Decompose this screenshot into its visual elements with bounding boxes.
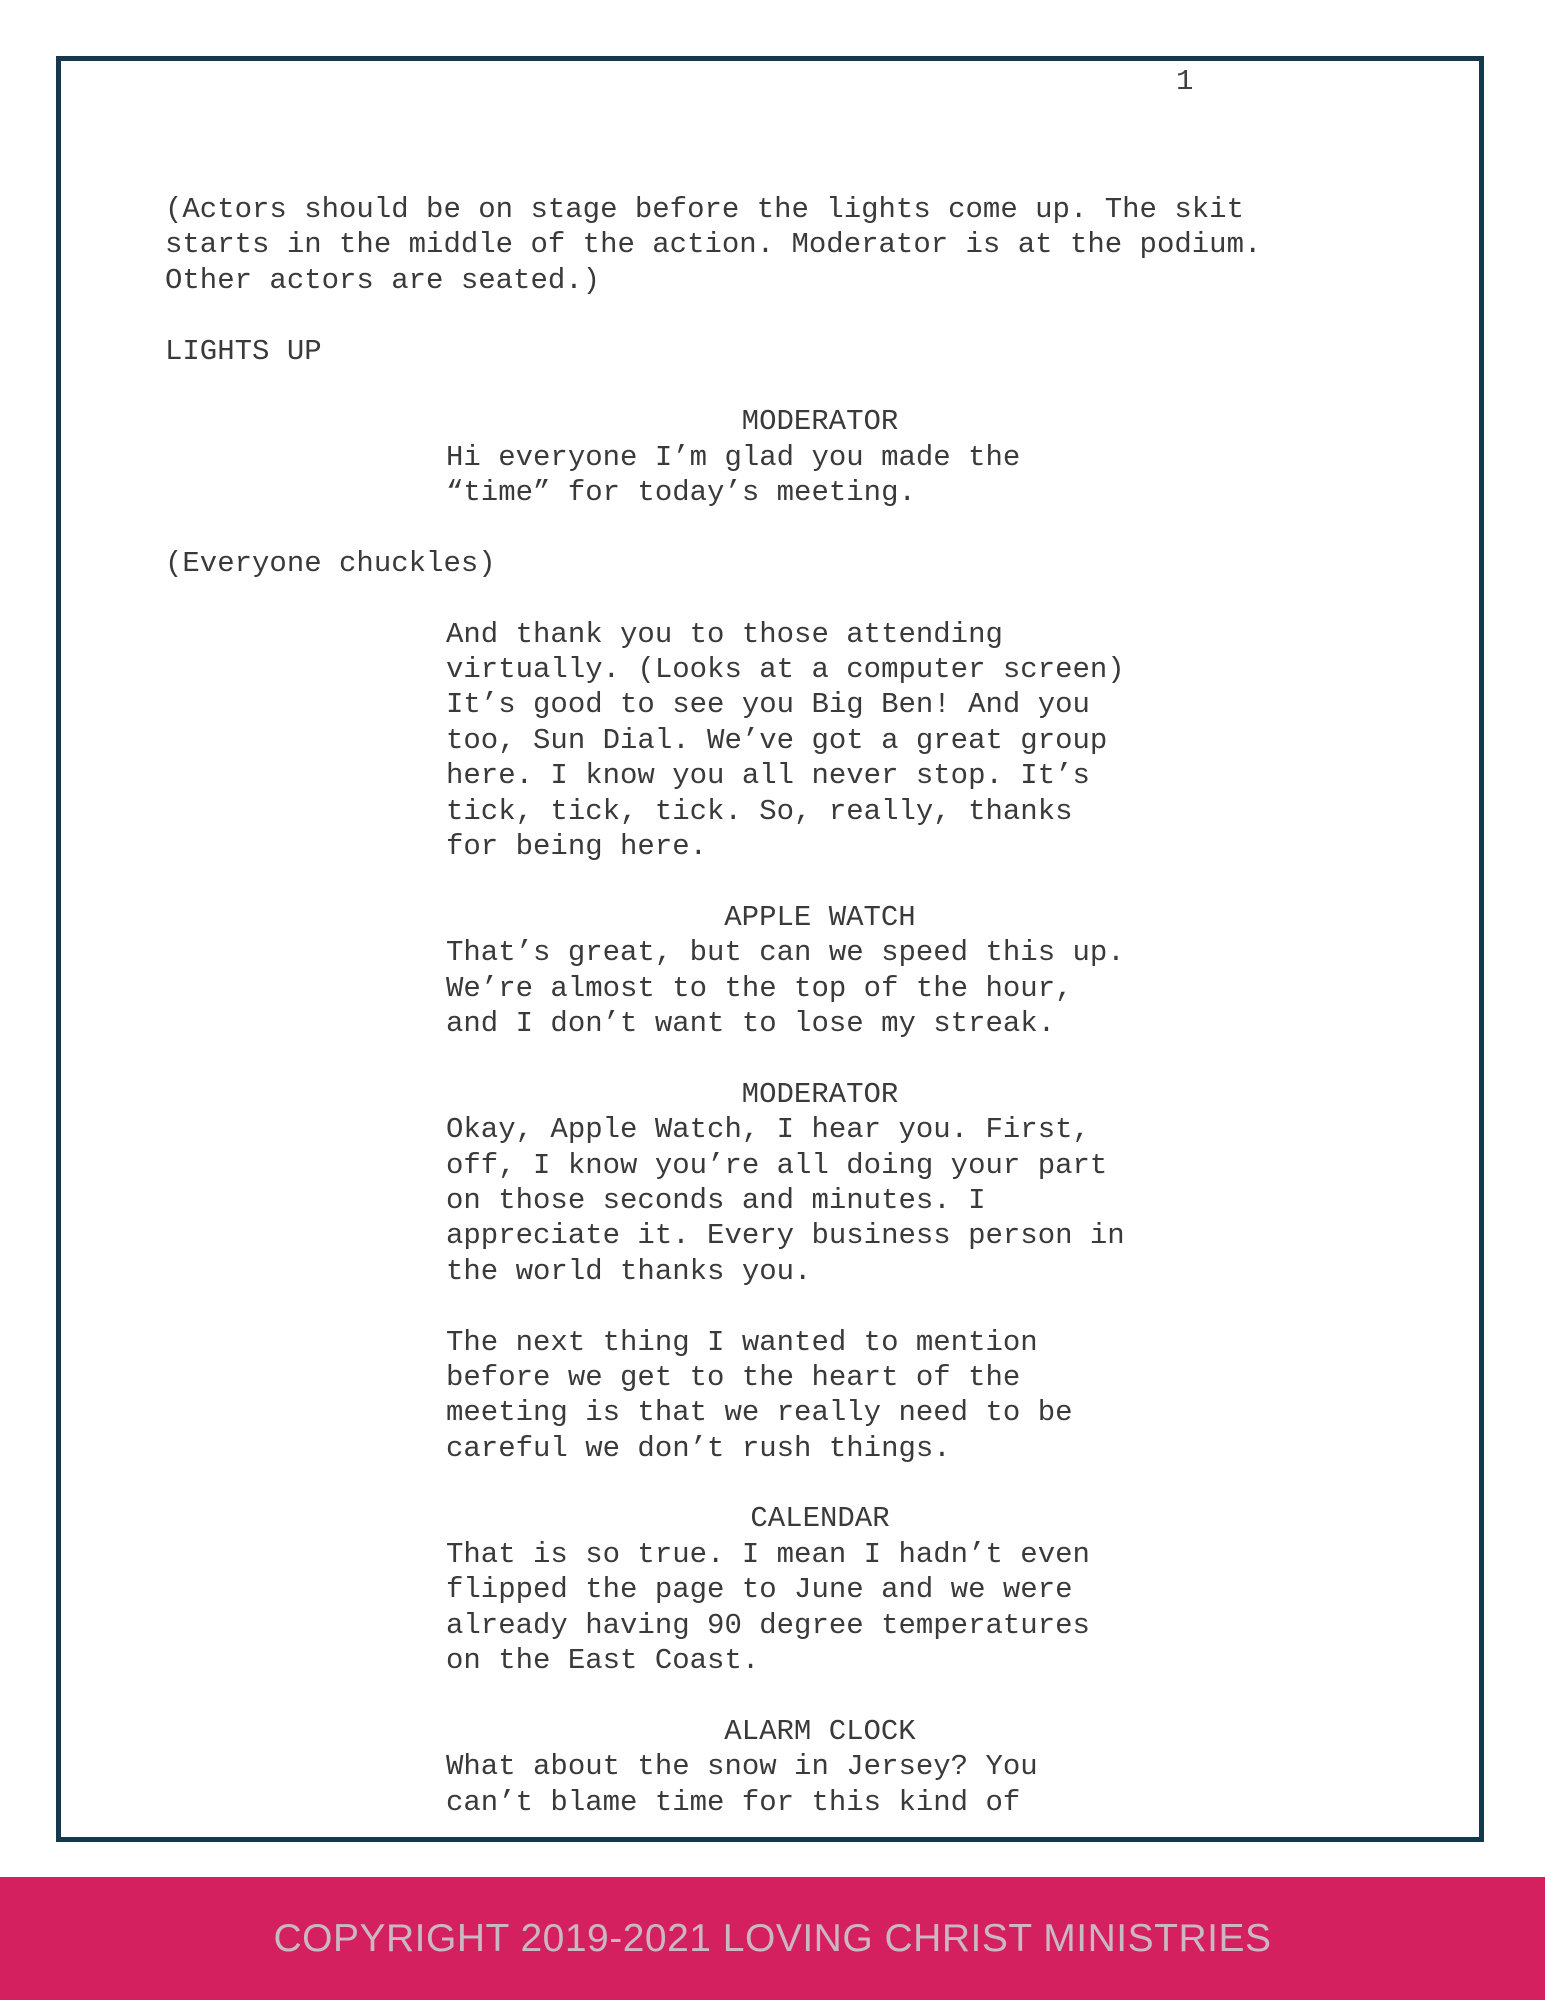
action-line: starts in the middle of the action. Moderator is at the podium. [165, 228, 1262, 262]
dialogue-line: for being here. [446, 830, 708, 864]
dialogue-line: What about the snow in Jersey? You [446, 1750, 1038, 1784]
dialogue-block [165, 1112, 1375, 1289]
character-name [165, 404, 1475, 439]
dialogue-line: careful we don’t rush things. [446, 1431, 951, 1465]
dialogue-line: That’s great, but can we speed this up. [446, 936, 1125, 970]
blank-line [165, 1289, 1375, 1324]
character-name [165, 1714, 1475, 1749]
blank-line [165, 511, 1375, 546]
dialogue-block [165, 1537, 1375, 1679]
character-line: APPLE WATCH [724, 900, 916, 934]
dialogue-line: “time” for today’s meeting. [446, 476, 916, 510]
dialogue-line: tick, tick, tick. So, really, thanks [446, 794, 1073, 828]
dialogue-line: off, I know you’re all doing your part [446, 1148, 1108, 1182]
dialogue-line: the world thanks you. [446, 1254, 812, 1288]
action-line: Other actors are seated.) [165, 263, 601, 297]
dialogue-line: Hi everyone I’m glad you made the [446, 440, 1021, 474]
dialogue-line: on those seconds and minutes. I [446, 1183, 986, 1217]
dialogue-line: appreciate it. Every business person in [446, 1219, 1125, 1253]
action-line: (Everyone chuckles) [165, 546, 496, 580]
action-line: LIGHTS UP [165, 334, 322, 368]
action-block [165, 546, 1375, 581]
blank-line [165, 1041, 1375, 1076]
dialogue-line: meeting is that we really need to be [446, 1396, 1073, 1430]
character-line: CALENDAR [750, 1502, 890, 1536]
dialogue-line: It’s good to see you Big Ben! And you [446, 688, 1090, 722]
copyright-footer [0, 1877, 1545, 2000]
dialogue-line: before we get to the heart of the [446, 1360, 1021, 1394]
dialogue-line: flipped the page to June and we were [446, 1573, 1073, 1607]
dialogue-line: The next thing I wanted to mention [446, 1325, 1038, 1359]
action-line: (Actors should be on stage before the lights come up. The skit [165, 193, 1244, 226]
blank-line [165, 298, 1375, 333]
blank-line [165, 581, 1375, 616]
dialogue-line: too, Sun Dial. We’ve got a great group [446, 723, 1108, 757]
dialogue-line: can’t blame time for this kind of [446, 1785, 1021, 1819]
dialogue-line: That is so true. I mean I hadn’t even [446, 1537, 1090, 1571]
blank-line [165, 1678, 1375, 1713]
dialogue-block [165, 1749, 1375, 1820]
character-line: MODERATOR [741, 1077, 899, 1111]
character-name [165, 900, 1475, 935]
dialogue-block [165, 935, 1375, 1041]
dialogue-block [165, 440, 1375, 511]
dialogue-line: We’re almost to the top of the hour, [446, 971, 1073, 1005]
character-name [165, 1501, 1475, 1536]
script-body [165, 192, 1375, 1820]
action-block [165, 192, 1375, 298]
blank-line [165, 1466, 1375, 1501]
blank-line [165, 369, 1375, 404]
character-line: ALARM CLOCK [724, 1714, 916, 1748]
dialogue-block [165, 1325, 1375, 1467]
dialogue-line: And thank you to those attending [446, 617, 1003, 651]
character-name [165, 1077, 1475, 1112]
dialogue-block [165, 617, 1375, 865]
copyright-text: COPYRIGHT 2019-2021 LOVING CHRIST MINISTRIES [273, 1916, 1272, 1960]
dialogue-line: on the East Coast. [446, 1644, 760, 1678]
page-number: 1 [1176, 65, 1194, 98]
dialogue-line: already having 90 degree temperatures [446, 1608, 1090, 1642]
character-line: MODERATOR [741, 405, 899, 439]
dialogue-line: and I don’t want to lose my streak. [446, 1006, 1056, 1040]
dialogue-line: virtually. (Looks at a computer screen) [446, 653, 1125, 687]
dialogue-line: Okay, Apple Watch, I hear you. First, [446, 1113, 1090, 1147]
blank-line [165, 864, 1375, 899]
dialogue-line: here. I know you all never stop. It’s [446, 759, 1090, 793]
action-block [165, 334, 1375, 369]
